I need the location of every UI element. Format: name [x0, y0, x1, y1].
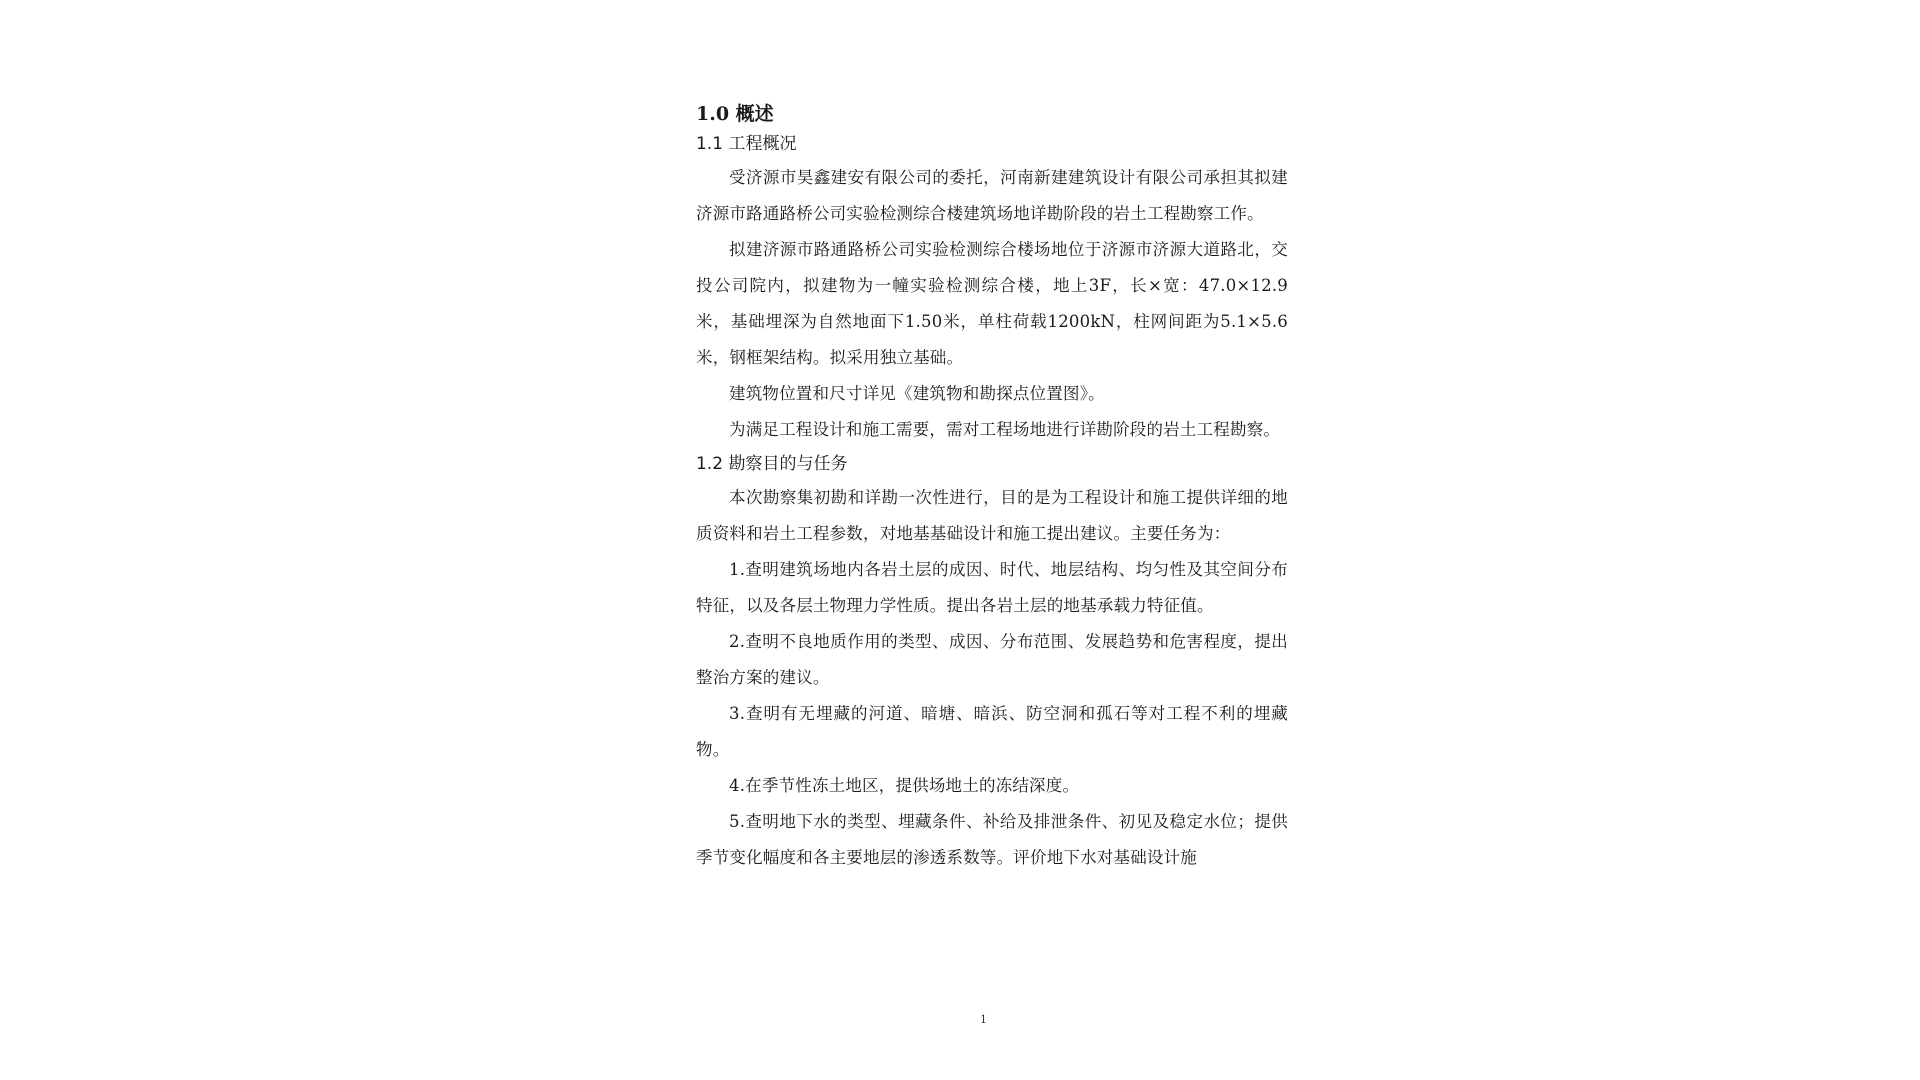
task-item: 4.在季节性冻土地区，提供场地土的冻结深度。	[729, 776, 1080, 795]
task-item: 5.查明地下水的类型、埋藏条件、补给及排泄条件、初见及稳定水位；提供季节变化幅度和各主要地层的渗透系数等。评价地下水对基础设计施	[696, 812, 1288, 867]
document-page	[696, 100, 1288, 1040]
paragraph: 建筑物位置和尺寸详见《建筑物和勘探点位置图》。	[729, 384, 1105, 403]
section-title-1-2: 1.2 勘察目的与任务	[696, 454, 848, 474]
task-item: 1.查明建筑场地内各岩土层的成因、时代、地层结构、均匀性及其空间分布特征，以及各层土物理力学性质。提出各岩土层的地基承载力特征值。	[696, 560, 1288, 615]
page-number: 1	[980, 1013, 987, 1026]
paragraph: 本次勘察集初勘和详勘一次性进行，目的是为工程设计和施工提供详细的地质资料和岩土工程参数，对地基基础设计和施工提出建议。主要任务为：	[696, 488, 1288, 543]
task-item: 3.查明有无埋藏的河道、暗塘、暗浜、防空洞和孤石等对工程不利的埋藏物。	[696, 704, 1288, 759]
main-heading: 1.0 概述	[696, 103, 774, 125]
task-item: 2.查明不良地质作用的类型、成因、分布范围、发展趋势和危害程度，提出整治方案的建议。	[696, 632, 1288, 687]
paragraph: 受济源市昊鑫建安有限公司的委托，河南新建建筑设计有限公司承担其拟建济源市路通路桥公司实验检测综合楼建筑场地详勘阶段的岩土工程勘察工作。	[696, 168, 1288, 223]
paragraph: 为满足工程设计和施工需要，需对工程场地进行详勘阶段的岩土工程勘察。	[729, 420, 1281, 439]
section-title-1-1: 1.1 工程概况	[696, 134, 797, 154]
paragraph: 拟建济源市路通路桥公司实验检测综合楼场地位于济源市济源大道路北，交投公司院内，拟建物为一幢实验检测综合楼，地上3F，长×宽：47.0×12.9米，基础埋深为自然地面下1.50米，单柱荷载1200kN，柱网间距为5.1×5.6米，钢框架结构。拟采用独立基础。	[696, 240, 1288, 367]
